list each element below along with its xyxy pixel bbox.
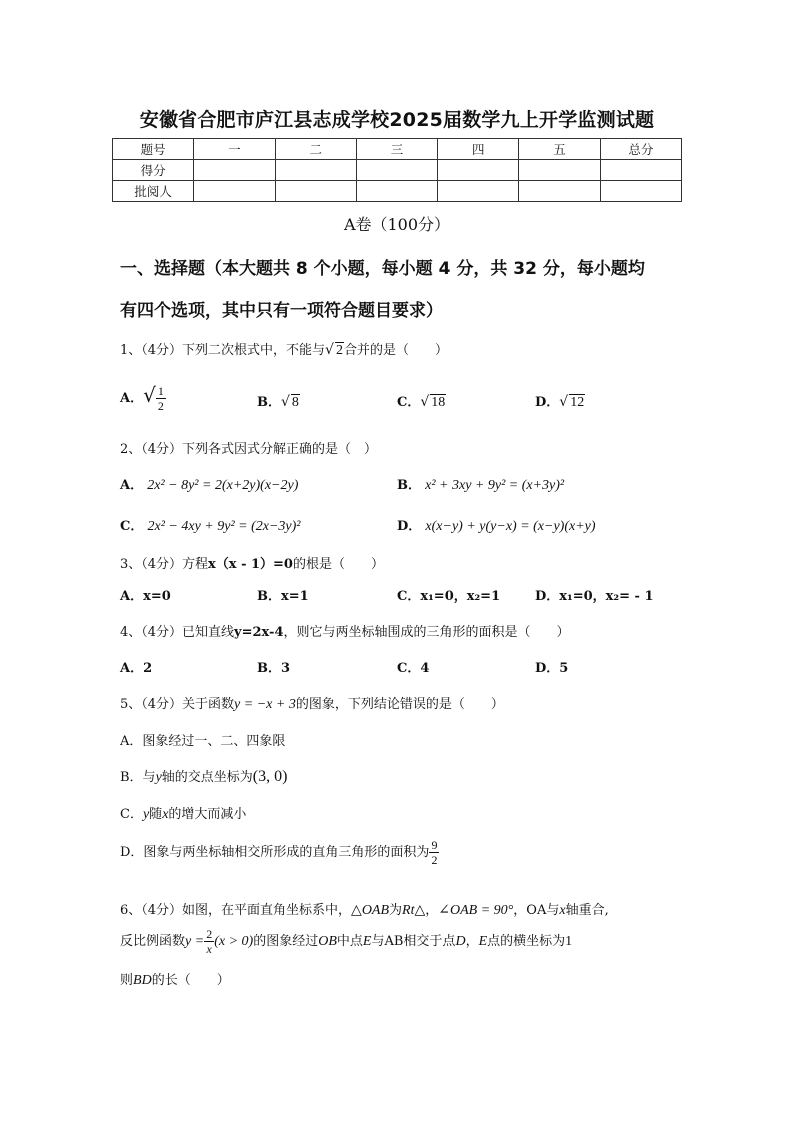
score-cell[interactable] [438, 160, 519, 181]
section-heading-line2: 有四个选项，其中只有一项符合题目要求） [120, 301, 443, 321]
fraction: $\frac{2}{x}$ [206, 927, 213, 956]
page-title: 安徽省合肥市庐江县志成学校2025届数学九上开学监测试题 [139, 109, 655, 131]
fraction: $\frac{1}{2}$ [157, 384, 164, 413]
score-cell[interactable] [194, 160, 275, 181]
q5-option-d[interactable]: D．图象与两坐标轴相交所形成的直角三角形的面积为 $\frac{9}{2}$ [120, 838, 438, 867]
q2-option-c[interactable]: C． 2x² − 4xy + 9y² = (2x−3y)² [120, 519, 301, 534]
question-5-stem: 5、（4分）关于函数y = −x + 3的图象，下列结论错误的是（ ） [120, 697, 504, 712]
grader-cell[interactable] [194, 181, 275, 202]
table-header-cell: 四 [438, 139, 519, 160]
question-6-line1: 6、（4分）如图，在平面直角坐标系中，△OAB为Rt△，∠OAB = 90°，OA与x轴重合, [120, 903, 609, 918]
q1-option-c[interactable]: C．√ 18 [397, 394, 446, 410]
score-table [112, 138, 682, 202]
sqrt-radicand: 2 [335, 343, 343, 358]
score-cell[interactable] [519, 160, 600, 181]
table-row [113, 139, 682, 160]
table-row [113, 160, 682, 181]
grader-cell[interactable] [600, 181, 681, 202]
grader-cell[interactable] [519, 181, 600, 202]
table-header-cell: 三 [356, 139, 437, 160]
question-2-stem: 2、（4分）下列各式因式分解正确的是（ ） [120, 442, 378, 457]
question-6-line3: 则BD的长（ ） [120, 973, 230, 988]
q3-option-a[interactable]: A．x=0 [120, 589, 171, 604]
q4-option-d[interactable]: D．5 [535, 661, 569, 676]
question-6-line2: 反比例函数y = $\frac{2}{x}$ (x > 0)的图象经过OB中点E与AB相交于点D，E点的横坐标为1 [120, 927, 573, 956]
table-header-cell: 总分 [600, 139, 681, 160]
row-label-grader: 批阅人 [113, 181, 194, 202]
grader-cell[interactable] [356, 181, 437, 202]
table-row [113, 181, 682, 202]
section-heading-line1: 一、选择题（本大题共 8 个小题，每小题 4 分，共 32 分，每小题均 [120, 259, 645, 279]
q5-option-b[interactable]: B．与y轴的交点坐标为(3, 0) [120, 768, 288, 785]
q2-option-b[interactable]: B． x² + 3xy + 9y² = (x+3y)² [397, 478, 565, 493]
q4-option-b[interactable]: B．3 [257, 661, 291, 676]
q5-option-a[interactable]: A．图象经过一、二、四象限 [120, 734, 286, 749]
question-4-stem: 4、（4分）已知直线y=2x-4，则它与两坐标轴围成的三角形的面积是（ ） [120, 625, 570, 640]
score-cell[interactable] [275, 160, 356, 181]
question-1-stem: 1、（4分）下列二次根式中，不能与√ 2合并的是（ ） [120, 342, 448, 358]
table-header-cell: 二 [275, 139, 356, 160]
grader-cell[interactable] [438, 181, 519, 202]
volume-heading: A卷（100分） [343, 215, 451, 234]
q3-option-b[interactable]: B．x=1 [257, 589, 309, 604]
q1-option-d[interactable]: D．√ 12 [535, 394, 585, 410]
q1-option-b[interactable]: B．√ 8 [257, 394, 299, 410]
q2-option-a[interactable]: A． 2x² − 8y² = 2(x+2y)(x−2y) [120, 478, 299, 493]
row-label-score: 得分 [113, 160, 194, 181]
q4-option-c[interactable]: C．4 [397, 661, 430, 676]
q2-option-d[interactable]: D． x(x−y) + y(y−x) = (x−y)(x+y) [397, 519, 596, 534]
q4-option-a[interactable]: A．2 [120, 661, 153, 676]
score-cell[interactable] [356, 160, 437, 181]
table-header-cell: 一 [194, 139, 275, 160]
question-3-stem: 3、（4分）方程x（x - 1）=0的根是（ ） [120, 557, 384, 572]
q5-option-c[interactable]: C．y随x的增大而减小 [120, 807, 247, 822]
score-cell[interactable] [600, 160, 681, 181]
fraction: $\frac{9}{2}$ [431, 838, 438, 867]
grader-cell[interactable] [275, 181, 356, 202]
q1-option-a[interactable]: A．√ $\frac{1}{2}$ [120, 383, 164, 413]
q3-option-d[interactable]: D．x₁=0，x₂= - 1 [535, 589, 654, 604]
table-header-cell: 五 [519, 139, 600, 160]
q3-option-c[interactable]: C．x₁=0，x₂=1 [397, 589, 501, 604]
table-header-cell: 题号 [113, 139, 194, 160]
